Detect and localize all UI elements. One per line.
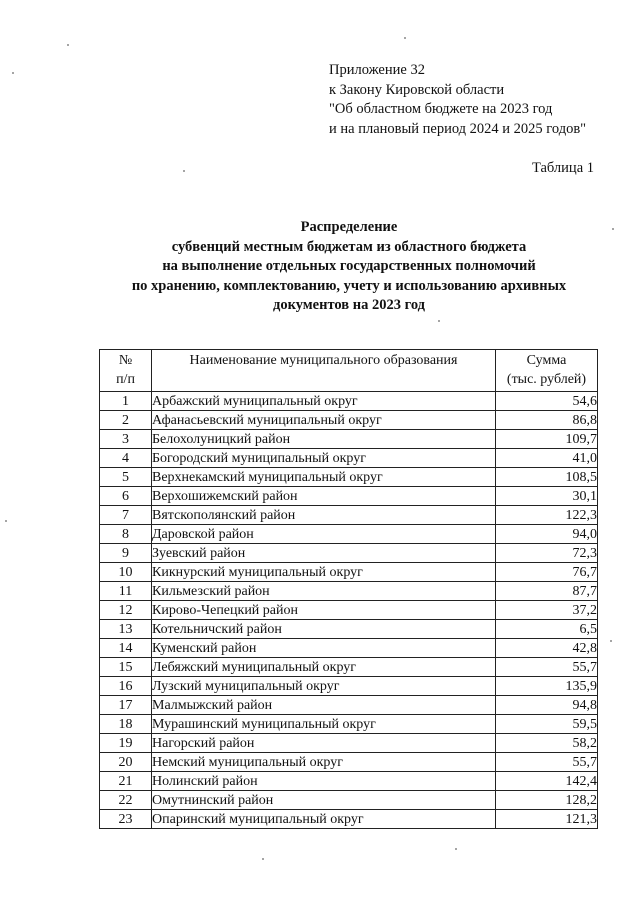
row-municipality: Омутнинский район (152, 791, 496, 810)
row-number: 4 (100, 449, 152, 468)
row-number: 16 (100, 677, 152, 696)
row-municipality: Лузский муниципальный округ (152, 677, 496, 696)
scan-speck (438, 320, 440, 322)
table-row (100, 791, 598, 810)
table-header-row (100, 350, 598, 392)
table-row (100, 810, 598, 829)
row-municipality: Арбажский муниципальный округ (152, 392, 496, 411)
appendix-line: Приложение 32 (329, 62, 425, 78)
row-number: 13 (100, 620, 152, 639)
row-amount: 72,3 (496, 544, 598, 563)
table-row (100, 753, 598, 772)
row-municipality: Афанасьевский муниципальный округ (152, 411, 496, 430)
row-number: 12 (100, 601, 152, 620)
table-row (100, 715, 598, 734)
row-municipality: Малмыжский район (152, 696, 496, 715)
table-row (100, 639, 598, 658)
row-number: 17 (100, 696, 152, 715)
row-municipality: Немский муниципальный округ (152, 753, 496, 772)
row-amount: 86,8 (496, 411, 598, 430)
appendix-line: к Закону Кировской области (329, 81, 505, 98)
table-row (100, 487, 598, 506)
table-row (100, 468, 598, 487)
row-amount: 94,8 (496, 696, 598, 715)
row-municipality: Лебяжский муниципальный округ (152, 658, 496, 677)
row-amount: 55,7 (496, 753, 598, 772)
row-amount: 135,9 (496, 677, 598, 696)
table-row (100, 449, 598, 468)
row-amount: 59,5 (496, 715, 598, 734)
scan-speck (12, 72, 14, 74)
row-number: 8 (100, 525, 152, 544)
row-number: 21 (100, 772, 152, 791)
header-number-line1: № (118, 353, 133, 368)
title-line: на выполнение отдельных государственных полномочий (162, 258, 536, 274)
row-amount: 87,7 (496, 582, 598, 601)
table-row (100, 772, 598, 791)
header-number-line2: п/п (116, 372, 135, 387)
scan-speck (183, 170, 185, 172)
row-number: 22 (100, 791, 152, 810)
title-line: Распределение (300, 219, 398, 235)
table-row (100, 734, 598, 753)
header-sum (496, 350, 598, 392)
row-municipality: Мурашинский муниципальный округ (152, 715, 496, 734)
row-municipality: Кикнурский муниципальный округ (152, 563, 496, 582)
row-amount: 54,6 (496, 392, 598, 411)
table-row (100, 582, 598, 601)
scan-speck (404, 37, 406, 39)
row-amount: 76,7 (496, 563, 598, 582)
row-amount: 42,8 (496, 639, 598, 658)
table-row (100, 658, 598, 677)
scan-speck (612, 228, 614, 230)
title-line: субвенций местным бюджетам из областного бюджета (171, 238, 527, 255)
header-sum-line2: (тыс. рублей) (506, 372, 587, 387)
table-body (100, 392, 598, 829)
row-number: 14 (100, 639, 152, 658)
row-amount: 37,2 (496, 601, 598, 620)
row-amount: 58,2 (496, 734, 598, 753)
row-number: 5 (100, 468, 152, 487)
table-row (100, 430, 598, 449)
row-municipality: Даровской район (152, 525, 496, 544)
row-number: 3 (100, 430, 152, 449)
scan-speck (67, 44, 69, 46)
table-row (100, 696, 598, 715)
table-row (100, 563, 598, 582)
table-row (100, 620, 598, 639)
row-amount: 30,1 (496, 487, 598, 506)
row-municipality: Вятскополянский район (152, 506, 496, 525)
header-number (100, 350, 152, 392)
row-amount: 109,7 (496, 430, 598, 449)
row-number: 19 (100, 734, 152, 753)
table-label: Таблица 1 (531, 160, 594, 176)
appendix-line: и на плановый период 2024 и 2025 годов" (329, 120, 587, 137)
row-number: 18 (100, 715, 152, 734)
scan-speck (610, 640, 612, 642)
row-amount: 128,2 (496, 791, 598, 810)
row-amount: 94,0 (496, 525, 598, 544)
row-municipality: Куменский район (152, 639, 496, 658)
row-number: 2 (100, 411, 152, 430)
row-municipality: Верхошижемский район (152, 487, 496, 506)
table-row (100, 506, 598, 525)
document-title (100, 218, 598, 316)
appendix-block (329, 61, 586, 139)
row-municipality: Богородский муниципальный округ (152, 449, 496, 468)
appendix-line: "Об областном бюджете на 2023 год (329, 101, 553, 117)
row-amount: 108,5 (496, 468, 598, 487)
row-number: 15 (100, 658, 152, 677)
row-number: 23 (100, 810, 152, 829)
row-municipality: Нолинский район (152, 772, 496, 791)
row-amount: 122,3 (496, 506, 598, 525)
row-number: 11 (100, 582, 152, 601)
row-municipality: Белохолуницкий район (152, 430, 496, 449)
row-number: 6 (100, 487, 152, 506)
row-number: 10 (100, 563, 152, 582)
row-municipality: Котельничский район (152, 620, 496, 639)
table-row (100, 411, 598, 430)
scan-speck (262, 858, 264, 860)
row-municipality: Верхнекамский муниципальный округ (152, 468, 496, 487)
header-name: Наименование муниципального образования (152, 350, 496, 392)
table-row (100, 677, 598, 696)
row-amount: 142,4 (496, 772, 598, 791)
row-amount: 41,0 (496, 449, 598, 468)
table-row (100, 601, 598, 620)
row-amount: 55,7 (496, 658, 598, 677)
title-line: по хранению, комплектованию, учету и использованию архивных (131, 277, 567, 294)
header-sum-line1: Сумма (526, 353, 567, 368)
row-municipality: Зуевский район (152, 544, 496, 563)
row-municipality: Опаринский муниципальный округ (152, 810, 496, 829)
row-number: 7 (100, 506, 152, 525)
row-municipality: Нагорский район (152, 734, 496, 753)
row-municipality: Кирово-Чепецкий район (152, 601, 496, 620)
scan-speck (455, 848, 457, 850)
title-line: документов на 2023 год (273, 297, 425, 313)
table-row (100, 544, 598, 563)
row-municipality: Кильмезский район (152, 582, 496, 601)
table-row (100, 392, 598, 411)
row-amount: 121,3 (496, 810, 598, 829)
scan-speck (5, 520, 7, 522)
row-number: 9 (100, 544, 152, 563)
table-row (100, 525, 598, 544)
subsidy-table (99, 349, 598, 829)
row-number: 1 (100, 392, 152, 411)
row-amount: 6,5 (496, 620, 598, 639)
row-number: 20 (100, 753, 152, 772)
